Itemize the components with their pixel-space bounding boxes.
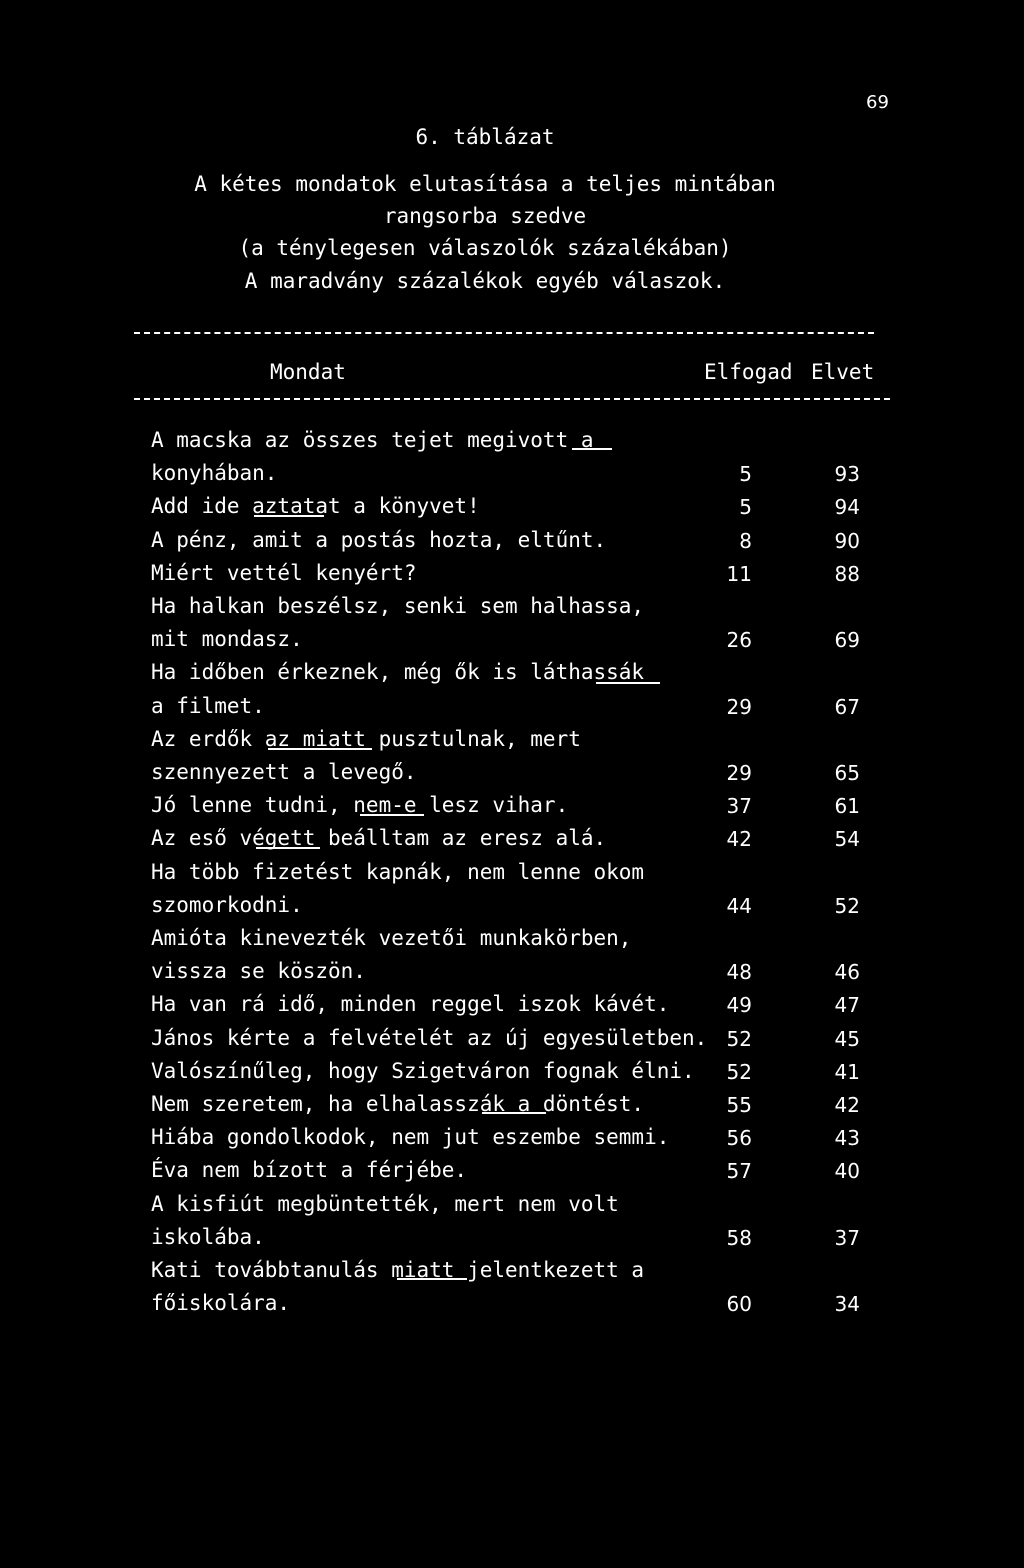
header-reject: Elvet [811,360,875,384]
sentence-line: Add ide aztatat a könyvet! [151,494,480,518]
sentence-line: Kati továbbtanulás miatt jelentkezett a [151,1258,645,1282]
sentence-line: Miért vettél kenyért? [151,561,417,585]
reject-value: 41 [834,1060,860,1084]
sentence-line: főiskolára. [151,1291,291,1315]
underline-mark [572,448,612,450]
sentence-line: Az eső végett beálltam az eresz alá. [151,826,607,850]
sentence-line: Ha több fizetést kapnák, nem lenne okom [151,860,645,884]
reject-value: 94 [834,495,860,519]
underline-mark [254,515,324,517]
accept-value: 52 [726,1060,752,1084]
sentence-line: Amióta kinevezték vezetői munkakörben, [151,926,632,950]
table-label: 6. táblázat [415,125,555,149]
sentence-line: szennyezett a levegő. [151,760,417,784]
underline-mark [360,814,424,816]
caption-line-3: (a ténylegesen válaszolók százalékában) [238,236,732,260]
accept-value: 29 [726,761,752,785]
sentence-line: Ha időben érkeznek, még ők is láthassák [151,660,645,684]
reject-value: 67 [834,695,860,719]
accept-value: 29 [726,695,752,719]
reject-value: 61 [834,794,860,818]
underline-mark [268,748,372,750]
accept-value: 60 [726,1292,752,1316]
caption-line-1: A kétes mondatok elutasítása a teljes mintában [194,172,776,196]
underline-mark [256,847,320,849]
caption-line-4: A maradvány százalékok egyéb válaszok. [244,269,726,293]
underline-mark [596,682,660,684]
underline-mark [397,1278,467,1280]
sentence-line: Ha halkan beszélsz, senki sem halhassa, [151,594,645,618]
reject-value: 54 [834,827,860,851]
reject-value: 45 [834,1027,860,1051]
accept-value: 37 [726,794,752,818]
sentence-line: Hiába gondolkodok, nem jut eszembe semmi. [151,1125,670,1149]
accept-value: 56 [726,1126,752,1150]
accept-value: 52 [726,1027,752,1051]
table-top-rule [134,332,874,334]
underline-mark [482,1112,546,1114]
header-sentence: Mondat [270,360,346,384]
sentence-line: Valószínűleg, hogy Szigetváron fognak élni. [151,1059,695,1083]
sentence-line: Éva nem bízott a férjébe. [151,1158,468,1182]
page-number: 69 [866,92,889,113]
sentence-line: Az erdők az miatt pusztulnak, mert [151,727,581,751]
reject-value: 65 [834,761,860,785]
accept-value: 44 [726,894,752,918]
accept-value: 5 [739,495,752,519]
reject-value: 93 [834,462,860,486]
accept-value: 57 [726,1159,752,1183]
accept-value: 5 [739,462,752,486]
reject-value: 90 [834,529,860,553]
accept-value: 42 [726,827,752,851]
accept-value: 55 [726,1093,752,1117]
sentence-line: szomorkodni. [151,893,303,917]
accept-value: 48 [726,960,752,984]
sentence-line: konyhában. [151,461,278,485]
accept-value: 26 [726,628,752,652]
sentence-line: Nem szeretem, ha elhalasszák a döntést. [151,1092,645,1116]
reject-value: 43 [834,1126,860,1150]
sentence-line: Ha van rá idő, minden reggel iszok kávét. [151,992,670,1016]
sentence-line: mit mondasz. [151,627,303,651]
reject-value: 52 [834,894,860,918]
sentence-line: Jó lenne tudni, nem-e lesz vihar. [151,793,569,817]
reject-value: 47 [834,993,860,1017]
accept-value: 8 [739,529,752,553]
reject-value: 46 [834,960,860,984]
accept-value: 58 [726,1226,752,1250]
header-bottom-rule [134,398,890,400]
reject-value: 42 [834,1093,860,1117]
sentence-line: A macska az összes tejet megivott a [151,428,594,452]
accept-value: 11 [726,562,752,586]
sentence-line: vissza se köszön. [151,959,366,983]
accept-value: 49 [726,993,752,1017]
caption-line-2: rangsorba szedve [383,204,587,228]
reject-value: 34 [834,1292,860,1316]
reject-value: 88 [834,562,860,586]
sentence-line: a filmet. [151,694,265,718]
reject-value: 37 [834,1226,860,1250]
reject-value: 40 [834,1159,860,1183]
header-accept: Elfogad [704,360,793,384]
sentence-line: A pénz, amit a postás hozta, eltűnt. [151,528,607,552]
sentence-line: A kisfiút megbüntették, mert nem volt [151,1192,619,1216]
sentence-line: iskolába. [151,1225,265,1249]
sentence-line: János kérte a felvételét az új egyesületben. [151,1026,708,1050]
reject-value: 69 [834,628,860,652]
